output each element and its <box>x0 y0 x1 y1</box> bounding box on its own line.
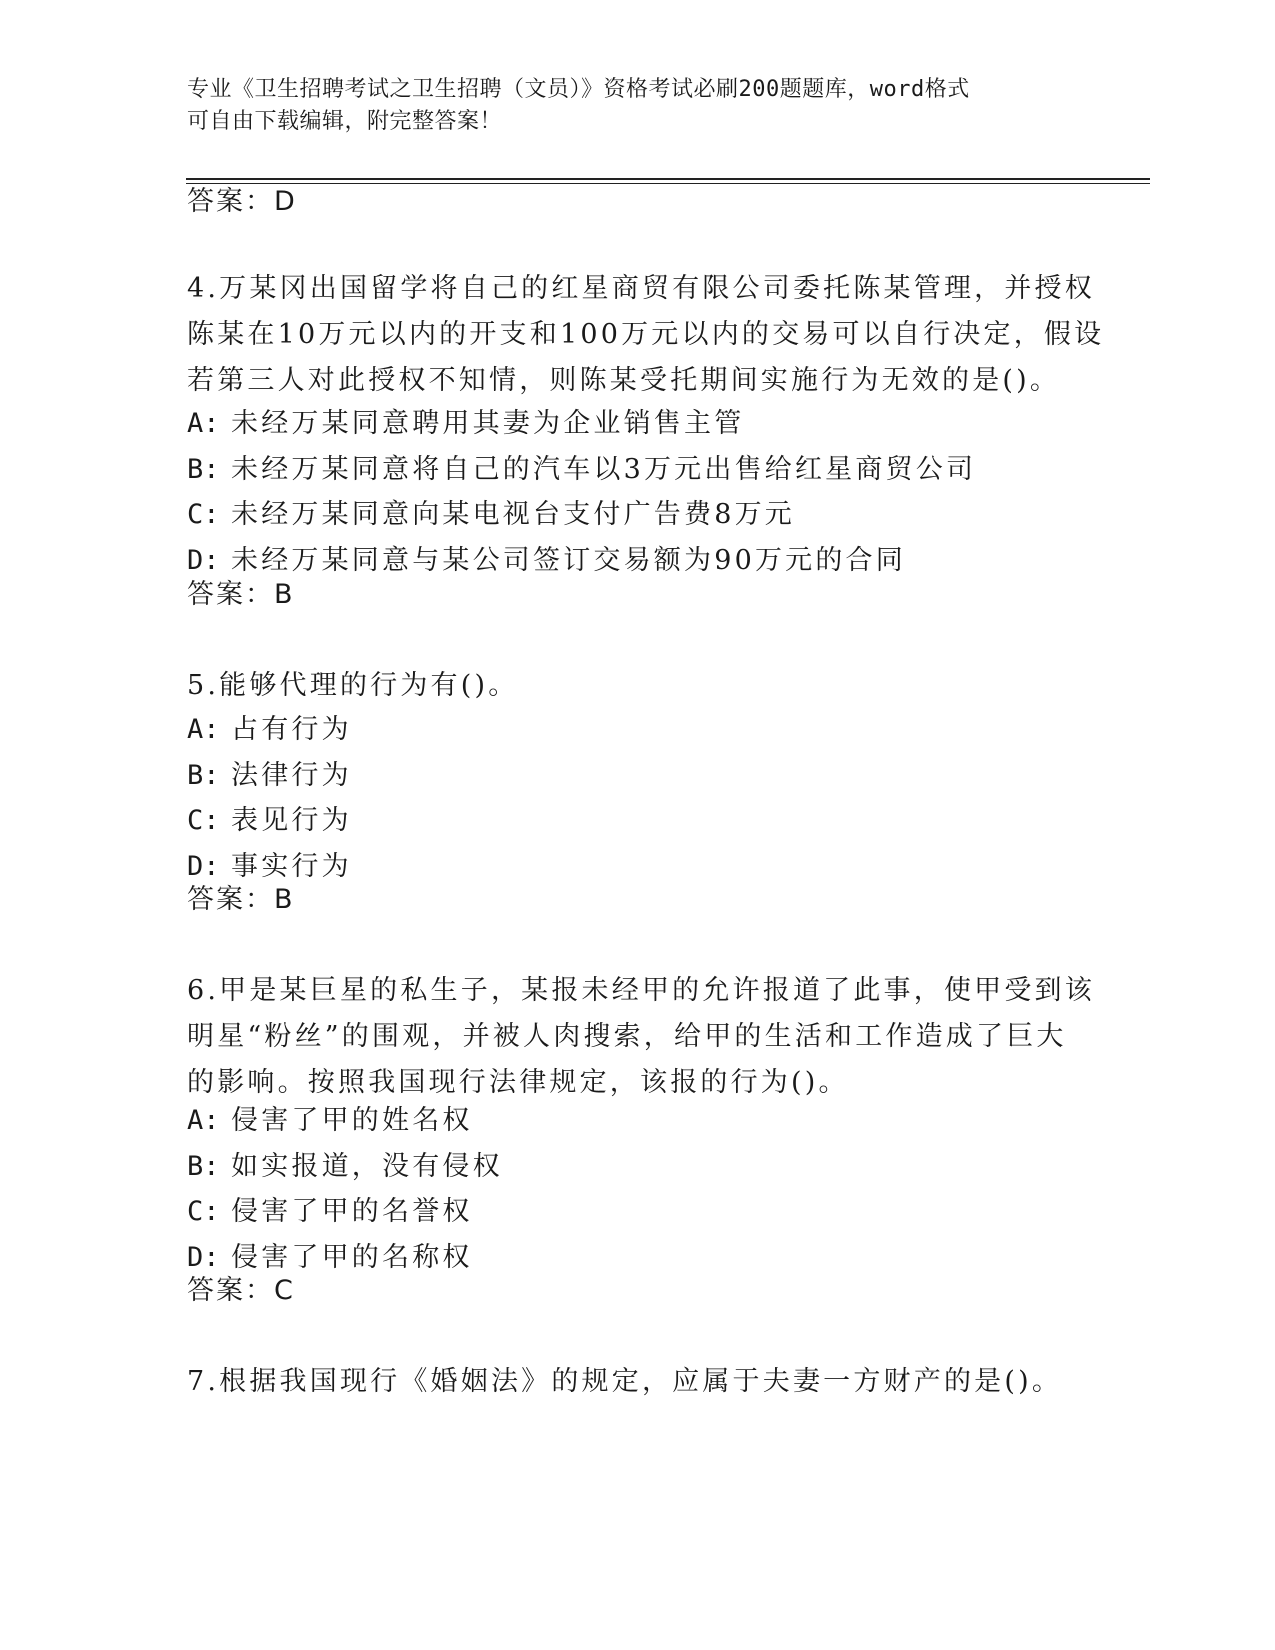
answer-q4: 答案：B <box>187 579 295 610</box>
option-letter: C: <box>187 805 220 836</box>
header-divider-thin <box>186 183 1150 184</box>
option-text: 占有行为 <box>231 714 352 745</box>
question-4-options <box>187 401 976 583</box>
question-5-stem <box>187 663 518 709</box>
option-letter: A: <box>187 714 220 745</box>
option-letter: A: <box>187 408 220 439</box>
question-6-stem-line: 6.甲是某巨星的私生子，某报未经甲的允许报道了此事，使甲受到该 <box>187 975 1095 1006</box>
question-4-option-a <box>187 401 976 447</box>
answer-q3: 答案：D <box>187 186 297 217</box>
question-6-stem-line: 的影响。按照我国现行法律规定，该报的行为()。 <box>187 1067 849 1098</box>
question-5-stem-line: 5.能够代理的行为有()。 <box>187 670 519 701</box>
question-7-stem-line: 7.根据我国现行《婚姻法》的规定，应属于夫妻一方财产的是()。 <box>187 1366 1063 1397</box>
option-text: 未经万某同意将自己的汽车以3万元出售给红星商贸公司 <box>231 453 977 485</box>
question-4-stem-line: 4.万某冈出国留学将自己的红星商贸有限公司委托陈某管理，并授权 <box>187 273 1095 304</box>
header-divider-thick <box>186 178 1150 180</box>
question-4-stem <box>187 266 1104 404</box>
page-header <box>187 74 1067 138</box>
question-4-option-d <box>187 538 976 584</box>
option-text: 未经万某同意与某公司签订交易额为90万元的合同 <box>231 544 906 576</box>
option-text: 法律行为 <box>231 759 352 791</box>
option-text: 侵害了甲的名誉权 <box>231 1196 473 1227</box>
option-letter: B: <box>187 1150 220 1182</box>
question-6-option-c <box>187 1189 503 1235</box>
option-text: 事实行为 <box>231 850 352 882</box>
question-4-option-c <box>187 492 976 538</box>
question-6-stem-line: 明星“粉丝”的围观，并被人肉搜索，给甲的生活和工作造成了巨大 <box>187 1021 1067 1052</box>
option-letter: C: <box>187 1196 220 1227</box>
answer-q6: 答案：C <box>187 1275 295 1306</box>
question-5-option-c <box>187 798 352 844</box>
option-text: 侵害了甲的姓名权 <box>231 1105 473 1136</box>
question-6-options <box>187 1098 503 1280</box>
option-letter: B: <box>187 453 220 485</box>
option-text: 如实报道，没有侵权 <box>231 1150 503 1182</box>
option-text: 未经万某同意聘用其妻为企业销售主管 <box>231 408 745 439</box>
question-5-option-a <box>187 707 352 753</box>
option-text: 侵害了甲的名称权 <box>231 1241 473 1273</box>
question-5-option-b <box>187 753 352 799</box>
question-6-option-b <box>187 1144 503 1190</box>
question-6-option-a <box>187 1098 503 1144</box>
question-6-stem <box>187 968 1095 1106</box>
question-5-options <box>187 707 352 889</box>
question-7-stem <box>187 1359 1062 1405</box>
option-letter: D: <box>187 1241 220 1273</box>
question-4-option-b <box>187 447 976 493</box>
header-line-2: 可自由下载编辑，附完整答案！ <box>187 109 503 134</box>
option-letter: D: <box>187 544 220 576</box>
option-text: 表见行为 <box>231 805 352 836</box>
answer-q5: 答案：B <box>187 884 295 915</box>
question-4-stem-line: 若第三人对此授权不知情，则陈某受托期间实施行为无效的是()。 <box>187 365 1061 396</box>
option-letter: A: <box>187 1105 220 1136</box>
option-letter: C: <box>187 499 220 530</box>
header-line-1: 专业《卫生招聘考试之卫生招聘（文员）》资格考试必刷200题题库，word格式 <box>187 77 970 102</box>
option-letter: D: <box>187 850 220 882</box>
option-text: 未经万某同意向某电视台支付广告费8万元 <box>231 499 795 530</box>
option-letter: B: <box>187 759 220 791</box>
question-4-stem-line: 陈某在10万元以内的开支和100万元以内的交易可以自行决定，假设 <box>187 319 1105 350</box>
